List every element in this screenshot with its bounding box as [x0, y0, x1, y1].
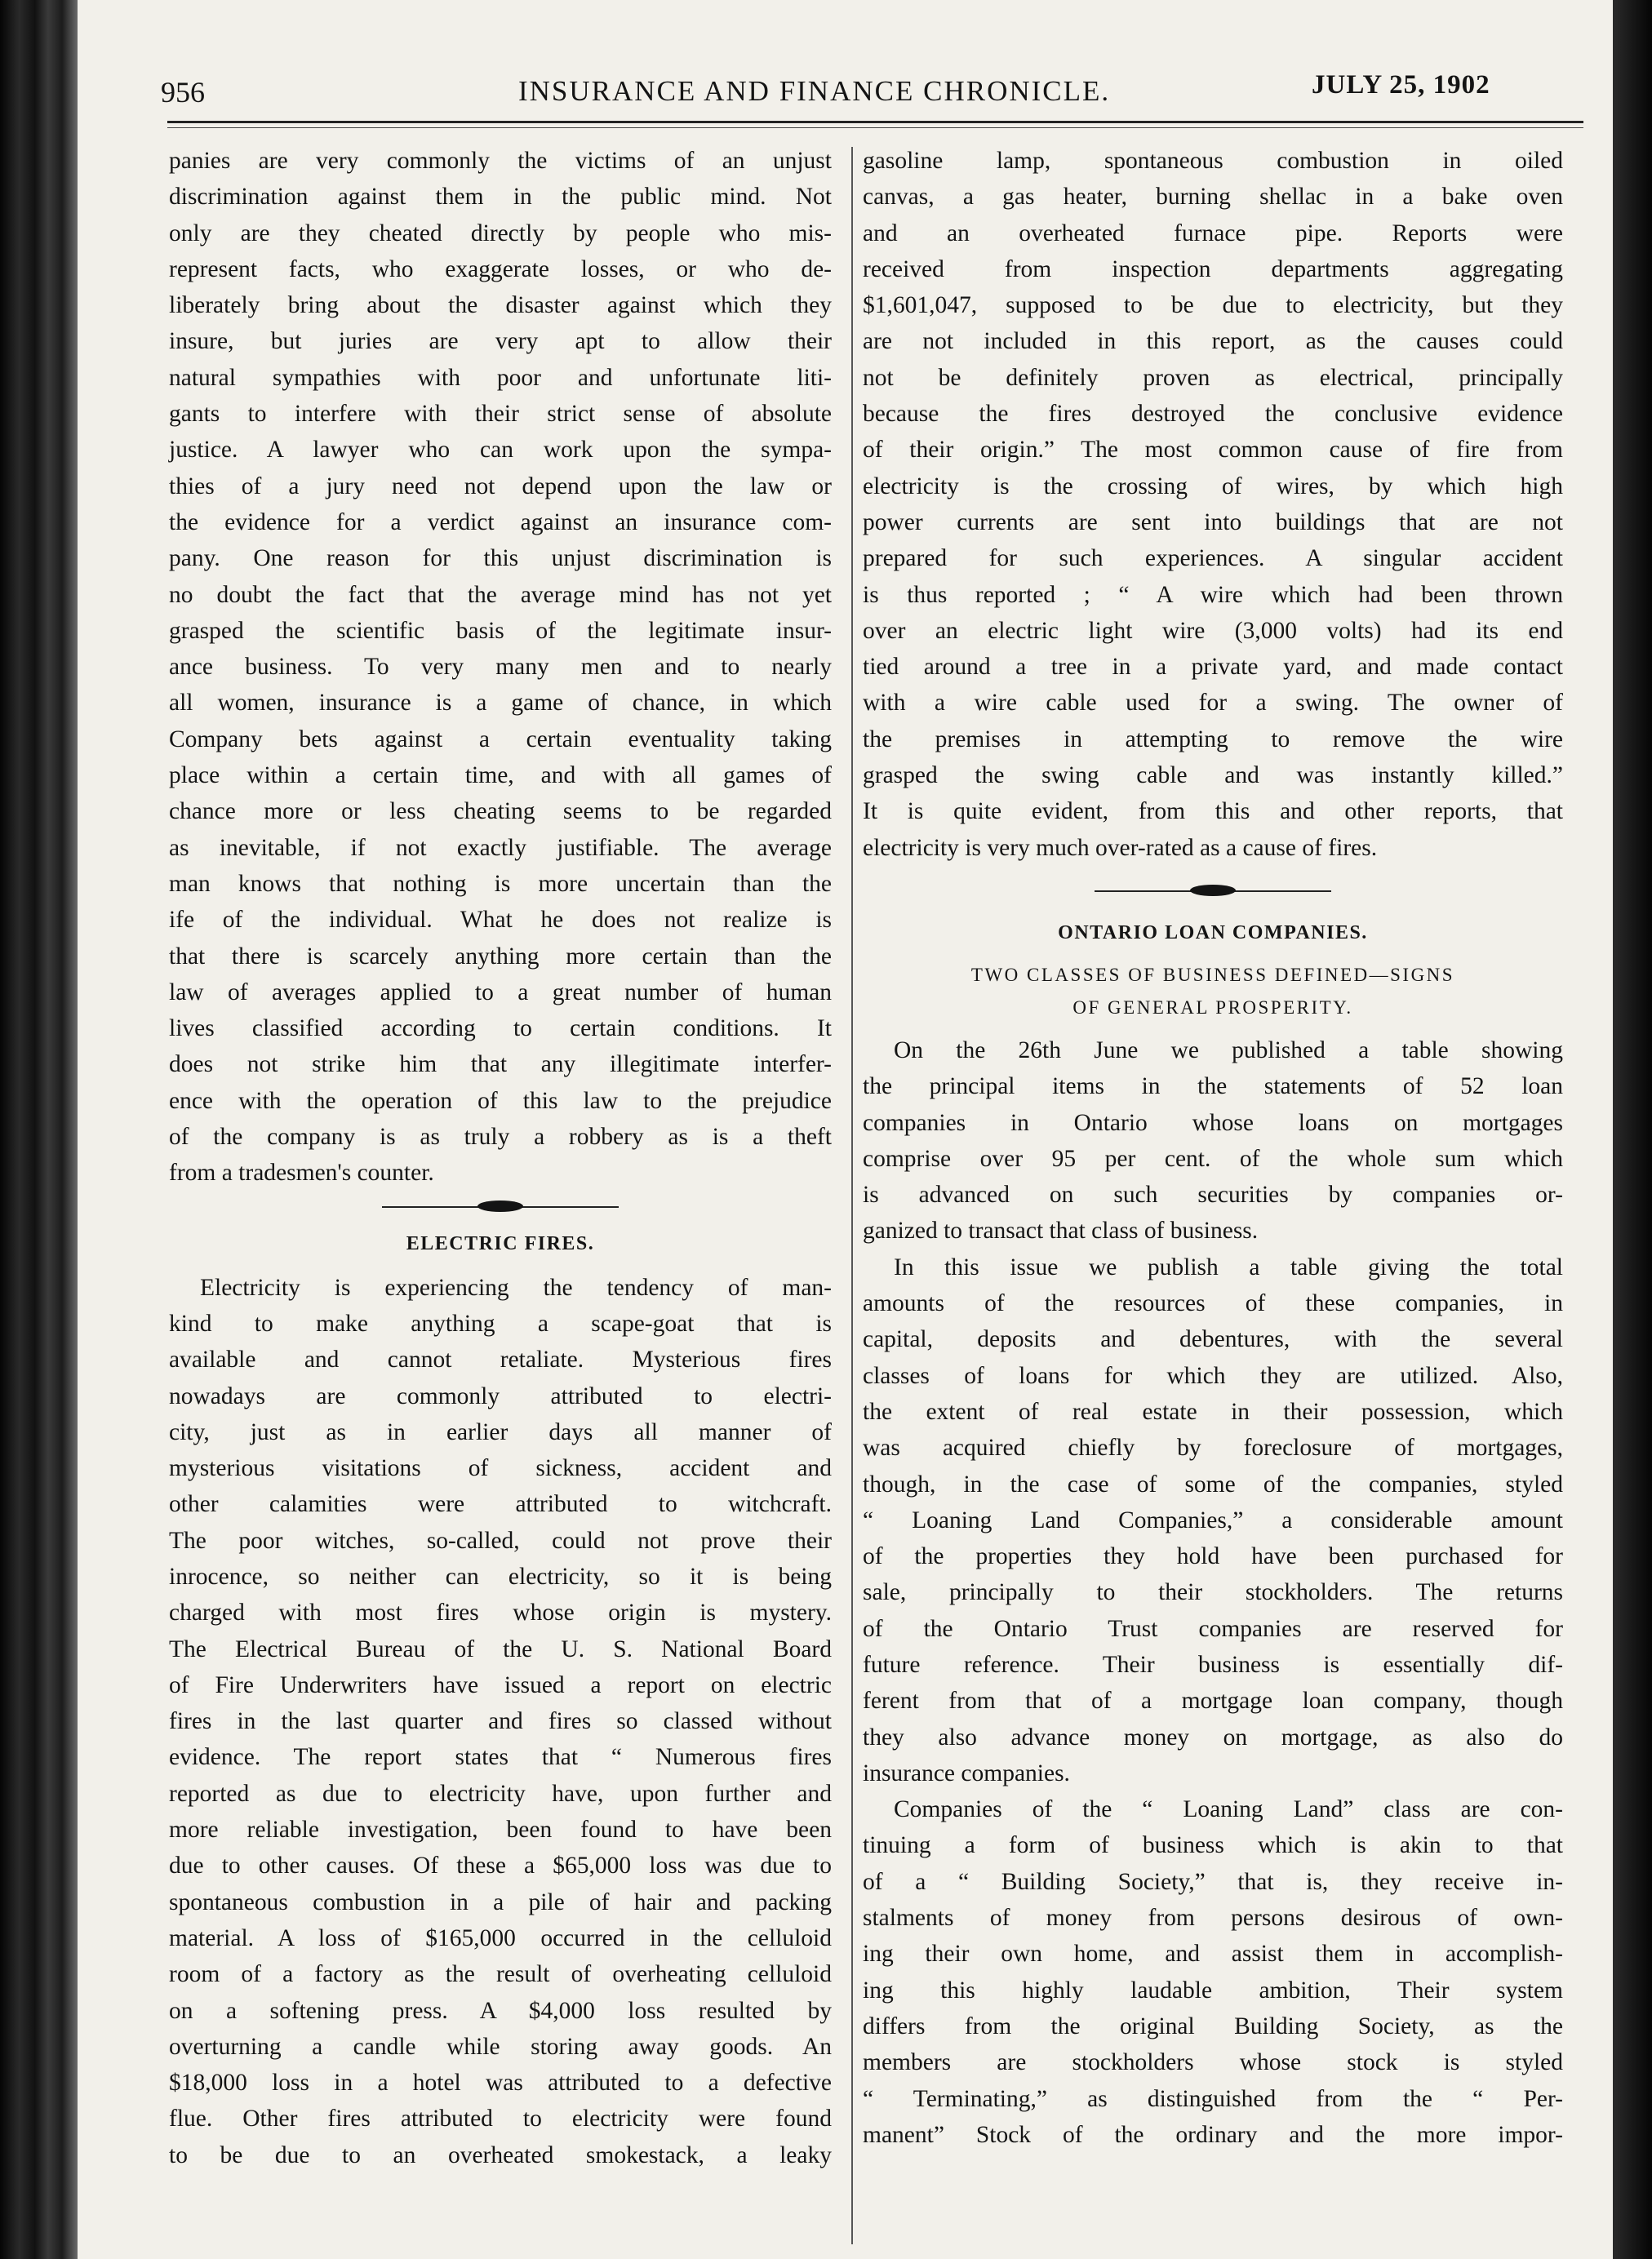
text-line: the evidence for a verdict against an insurance com-: [169, 508, 832, 535]
text-line: ganized to transact that class of business.: [863, 1218, 1259, 1245]
text-line: though, in the case of some of the companies, styled: [863, 1471, 1563, 1498]
text-line: $18,000 loss in a hotel was attributed to a defective: [169, 2070, 832, 2097]
text-line: ing their own home, and assist them in accomplish-: [863, 1941, 1563, 1968]
text-line: grasped the swing cable and was instantly killed.”: [863, 762, 1563, 789]
text-line: law of averages applied to a great number of human: [169, 979, 832, 1005]
page-number: 956: [161, 76, 205, 109]
text-line: ence with the operation of this law to the prejudice: [169, 1087, 832, 1114]
text-line: of a “ Building Society,” that is, they receive in-: [863, 1868, 1563, 1895]
subheading-line-2: OF GENERAL PROSPERITY.: [1072, 996, 1353, 1018]
text-line: is thus reported ; “ A wire which had been thrown: [863, 581, 1563, 608]
text-line: more reliable investigation, been found to have been: [169, 1817, 832, 1844]
text-line: place within a certain time, and with all games of: [169, 762, 832, 789]
text-line: fires in the last quarter and fires so classed without: [169, 1708, 832, 1735]
text-line: natural sympathies with poor and unfortunate liti-: [169, 364, 832, 391]
text-line: man knows that nothing is more uncertain than the: [169, 870, 832, 897]
text-line: companies in Ontario whose loans on mortgages: [863, 1109, 1563, 1136]
header-rule: [167, 121, 1583, 123]
text-line: the premises in attempting to remove the wire: [863, 726, 1563, 752]
text-line: tied around a tree in a private yard, and made contact: [863, 654, 1563, 681]
text-line: nowadays are commonly attributed to electri-: [169, 1382, 832, 1409]
text-line: material. A loss of $165,000 occurred in the celluloid: [169, 1924, 832, 1951]
loan-paragraph-3: [863, 1791, 1563, 2153]
loan-paragraph-2: [863, 1249, 1563, 1791]
text-line: insurance companies.: [863, 1760, 1070, 1786]
text-line: ing this highly laudable ambition, Their system: [863, 1977, 1563, 2004]
right-column: [863, 143, 1563, 2153]
text-line: does not strike him that any illegitimate interfer-: [169, 1051, 832, 1078]
text-line: of their origin.” The most common cause of fire from: [863, 437, 1563, 464]
text-line: of the company is as truly a robbery as is a theft: [169, 1124, 832, 1151]
text-line: are not included in this report, as the causes could: [863, 328, 1563, 355]
text-line: members are stockholders whose stock is styled: [863, 2049, 1563, 2076]
text-line: with a wire cable used for a swing. The owner of: [863, 690, 1563, 717]
electric-fires-article: [169, 1270, 832, 2173]
text-line: gants to interfere with their strict sense of absolute: [169, 401, 832, 428]
text-line: comprise over 95 per cent. of the whole sum which: [863, 1145, 1563, 1172]
issue-date: JULY 25, 1902: [1312, 70, 1490, 100]
text-line: overturning a candle while storing away goods. An: [169, 2033, 832, 2060]
text-line: all women, insurance is a game of chance, in which: [169, 690, 832, 717]
text-line: they also advance money on mortgage, as also do: [863, 1724, 1563, 1751]
text-line: prepared for such experiences. A singular accident: [863, 545, 1563, 572]
text-line: power currents are sent into buildings that are not: [863, 508, 1563, 535]
text-line: electricity is very much over-rated as a cause of fires.: [863, 834, 1378, 861]
text-line: of the properties they hold have been purchased for: [863, 1543, 1563, 1570]
text-line: thies of a jury need not depend upon the law or: [169, 473, 832, 499]
text-line: In this issue we publish a table giving the total: [894, 1254, 1563, 1280]
text-line: spontaneous combustion in a pile of hair and packing: [169, 1888, 832, 1915]
page-header: [78, 67, 1613, 116]
header-rule-thin: [167, 127, 1583, 128]
text-line: that there is scarcely anything more certain than the: [169, 943, 832, 970]
text-line: over an electric light wire (3,000 volts) had its end: [863, 617, 1563, 644]
text-line: ferent from that of a mortgage loan company, though: [863, 1688, 1563, 1715]
left-column: [169, 143, 832, 2173]
text-line: not be definitely proven as electrical, principally: [863, 364, 1563, 391]
text-line: other calamities were attributed to witchcraft.: [169, 1491, 832, 1518]
text-line: Companies of the “ Loaning Land” class are con-: [894, 1796, 1563, 1823]
text-line: Company bets against a certain eventuality taking: [169, 726, 832, 752]
text-line: mysterious visitations of sickness, accident and: [169, 1455, 832, 1482]
text-line: received from inspection departments aggregating: [863, 255, 1563, 282]
text-line: On the 26th June we published a table showing: [894, 1036, 1563, 1063]
text-line: amounts of the resources of these companies, in: [863, 1290, 1563, 1317]
section-ornament: [382, 1195, 619, 1219]
text-line: The Electrical Bureau of the U. S. National Board: [169, 1635, 832, 1662]
text-line: stalments of money from persons desirous of own-: [863, 1905, 1563, 1932]
text-line: on a softening press. A $4,000 loss resulted by: [169, 1997, 832, 2024]
text-line: the principal items in the statements of 52 loan: [863, 1073, 1563, 1100]
masthead-title: INSURANCE AND FINANCE CHRONICLE.: [518, 75, 1111, 107]
text-line: It is quite evident, from this and other reports, that: [863, 798, 1563, 825]
text-line: manent” Stock of the ordinary and the more impor-: [863, 2121, 1563, 2148]
text-line: ance business. To very many men and to nearly: [169, 654, 832, 681]
text-line: flue. Other fires attributed to electricity were found: [169, 2106, 832, 2133]
text-line: evidence. The report states that “ Numerous fires: [169, 1744, 832, 1771]
text-line: represent facts, who exaggerate losses, or who de-: [169, 255, 832, 282]
text-line: the extent of real estate in their possession, which: [863, 1398, 1563, 1425]
text-line: as inevitable, if not exactly justifiable. The average: [169, 834, 832, 861]
text-line: lives classified according to certain conditions. It: [169, 1015, 832, 1042]
text-line: “ Terminating,” as distinguished from the “ Per-: [863, 2085, 1563, 2112]
text-line: tinuing a form of business which is akin to that: [863, 1832, 1563, 1859]
text-line: because the fires destroyed the conclusive evidence: [863, 401, 1563, 428]
text-line: grasped the scientific basis of the legitimate insur-: [169, 617, 832, 644]
text-line: city, just as in earlier days all manner of: [169, 1418, 832, 1445]
text-line: to be due to an overheated smokestack, a leaky: [169, 2141, 832, 2168]
text-line: of Fire Underwriters have issued a report on electric: [169, 1671, 832, 1698]
text-line: “ Loaning Land Companies,” a considerable amount: [863, 1507, 1563, 1533]
text-line: charged with most fires whose origin is mystery.: [169, 1600, 832, 1627]
text-line: inrocence, so neither can electricity, so it is being: [169, 1563, 832, 1590]
intro-article: [169, 143, 832, 1192]
text-line: available and cannot retaliate. Mysterious fires: [169, 1347, 832, 1374]
text-line: discrimination against them in the public mind. Not: [169, 184, 832, 211]
newspaper-page: [78, 0, 1613, 2259]
section-ornament-2: [1095, 879, 1331, 903]
text-line: of the Ontario Trust companies are reserved for: [863, 1615, 1563, 1642]
column-divider: [851, 147, 853, 2244]
text-line: and an overheated furnace pipe. Reports were: [863, 220, 1563, 246]
scan-right-edge: [1613, 0, 1652, 2259]
text-line: due to other causes. Of these a $65,000 loss was due to: [169, 1853, 832, 1880]
text-line: room of a factory as the result of overheating celluloid: [169, 1961, 832, 1988]
ontario-loan-heading: ONTARIO LOAN COMPANIES.: [1058, 921, 1368, 943]
text-line: gasoline lamp, spontaneous combustion in oiled: [863, 148, 1563, 174]
text-line: differs from the original Building Society, as the: [863, 2013, 1563, 2039]
text-line: chance more or less cheating seems to be regarded: [169, 798, 832, 825]
book-binding-edge: [0, 0, 78, 2259]
electric-fires-heading: ELECTRIC FIRES.: [406, 1232, 595, 1254]
text-line: was acquired chiefly by foreclosure of mortgages,: [863, 1435, 1563, 1462]
text-line: no doubt the fact that the average mind has not yet: [169, 581, 832, 608]
text-line: future reference. Their business is essentially dif-: [863, 1651, 1563, 1678]
text-line: $1,601,047, supposed to be due to electricity, but they: [863, 292, 1563, 319]
text-line: is advanced on such securities by companies or-: [863, 1182, 1563, 1209]
ontario-loan-subheading: [863, 959, 1563, 1024]
text-line: pany. One reason for this unjust discrimination is: [169, 545, 832, 572]
text-line: capital, deposits and debentures, with the several: [863, 1326, 1563, 1353]
text-line: The poor witches, so-called, could not prove their: [169, 1527, 832, 1554]
subheading-line-1: TWO CLASSES OF BUSINESS DEFINED—SIGNS: [970, 964, 1455, 985]
electric-fires-continuation: [863, 143, 1563, 866]
text-line: Electricity is experiencing the tendency of man-: [200, 1274, 832, 1301]
text-line: insure, but juries are very apt to allow their: [169, 328, 832, 355]
text-line: sale, principally to their stockholders. The returns: [863, 1579, 1563, 1606]
text-line: kind to make anything a scape-goat that is: [169, 1310, 832, 1337]
text-line: from a tradesmen's counter.: [169, 1160, 434, 1187]
text-line: panies are very commonly the victims of an unjust: [169, 148, 832, 174]
loan-paragraph-1: [863, 1032, 1563, 1249]
text-line: liberately bring about the disaster against which they: [169, 292, 832, 319]
text-line: reported as due to electricity have, upon further and: [169, 1780, 832, 1807]
text-line: only are they cheated directly by people who mis-: [169, 220, 832, 246]
text-line: justice. A lawyer who can work upon the sympa-: [169, 437, 832, 464]
text-line: electricity is the crossing of wires, by which high: [863, 473, 1563, 499]
text-line: canvas, a gas heater, burning shellac in a bake oven: [863, 184, 1563, 211]
text-line: classes of loans for which they are utilized. Also,: [863, 1362, 1563, 1389]
text-line: ife of the individual. What he does not realize is: [169, 907, 832, 934]
